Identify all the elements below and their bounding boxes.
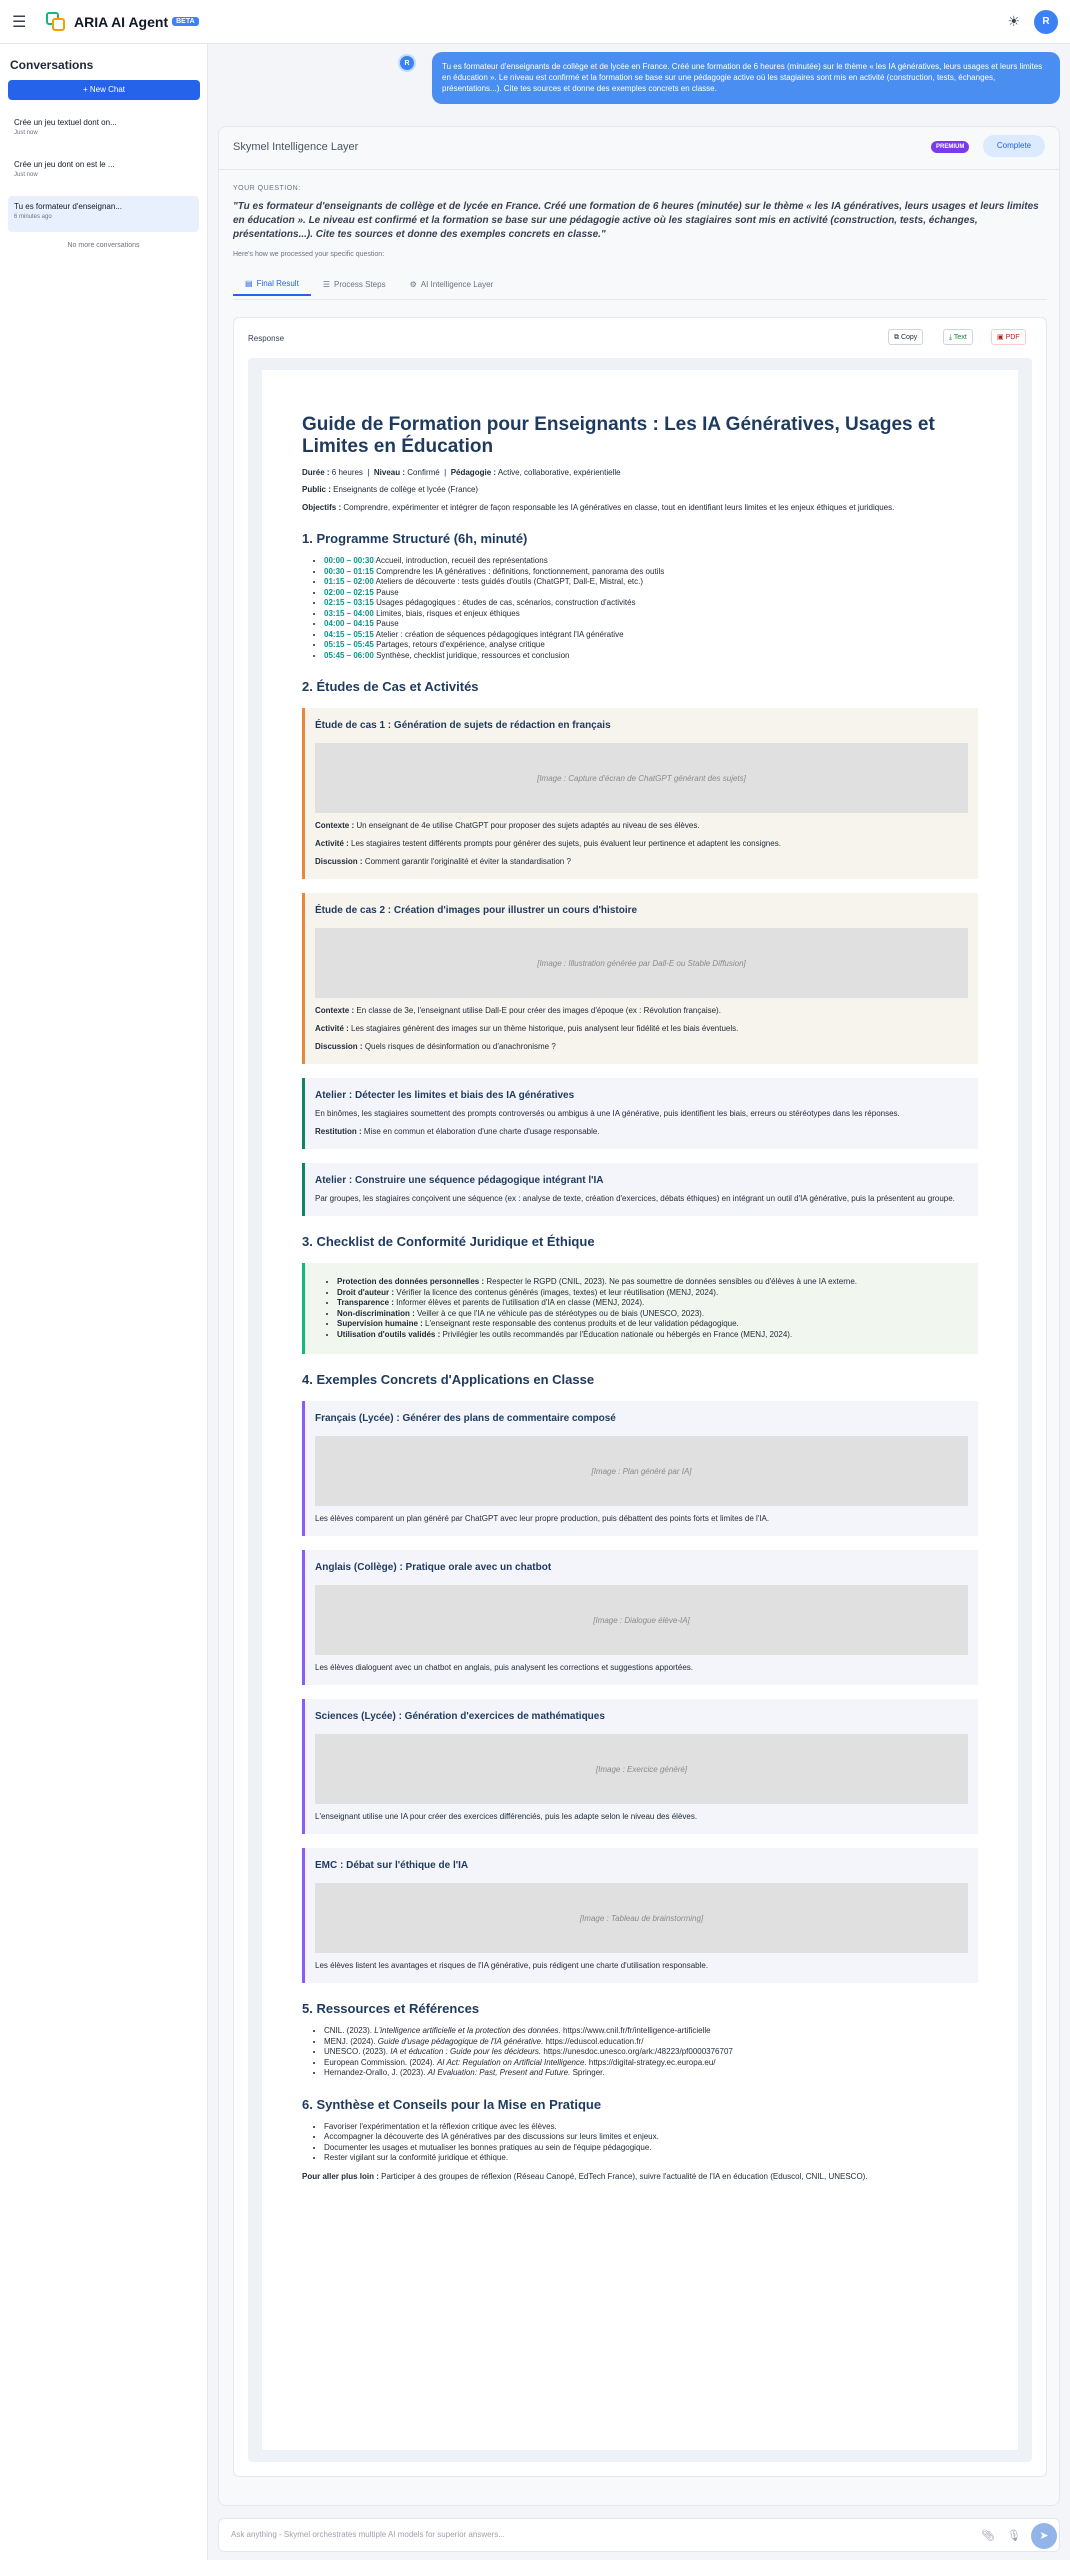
programme-item: • 01:15 – 02:00 Ateliers de découverte : tests guidés d'outils (ChatGPT, Dall-E, Mistral, etc.)	[324, 577, 978, 588]
text-download-button[interactable]: ⤓ Text	[943, 329, 973, 345]
programme-item: • 00:00 – 00:30 Accueil, introduction, recueil des représentations	[324, 556, 978, 567]
document	[262, 370, 1018, 2450]
section-heading: 4. Exemples Concrets d'Applications en Classe	[302, 1372, 595, 1387]
status-badge: Complete	[983, 135, 1045, 157]
checklist-item: • Transparence : Informer élèves et parents de l'utilisation d'IA en classe (MENJ, 2024).	[337, 1298, 968, 1309]
image-placeholder: [Image : Plan généré par IA]	[315, 1436, 968, 1506]
programme-item: • 05:45 – 06:00 Synthèse, checklist juridique, ressources et conclusion	[324, 651, 978, 662]
example-card: Français (Lycée) : Générer des plans de commentaire composé [Image : Plan généré par IA] Les élèves comparent un plan généré par ChatGPT avec leur propre production, puis débattent des points forts et limites de l'IA.	[302, 1401, 978, 1536]
image-placeholder: [Image : Exercice généré]	[315, 1734, 968, 1804]
response-label: Response	[248, 334, 285, 343]
programme-item: • 02:00 – 02:15 Pause	[324, 588, 978, 599]
reference-item: • CNIL. (2023). L'intelligence artificielle et la protection des données. https://www.cnil.fr/fr/intelligence-artificielle	[324, 2026, 978, 2037]
card-title: Atelier : Construire une séquence pédagogique intégrant l'IA	[315, 1175, 604, 1186]
references-list	[302, 2026, 978, 2079]
download-icon: ⤓	[949, 334, 954, 341]
sidebar-title: Conversations	[10, 58, 94, 72]
example-card: Anglais (Collège) : Pratique orale avec un chatbot [Image : Dialogue élève-IA] Les élèves dialoguent avec un chatbot en anglais, puis analysent les corrections et suggestions apportées.	[302, 1550, 978, 1685]
conversation-time: 6 minutes ago	[14, 214, 52, 220]
example-card: EMC : Débat sur l'éthique de l'IA [Image : Tableau de brainstorming] Les élèves listent les avantages et risques de l'IA générative, puis rédigent une charte d'utilisation responsable.	[302, 1848, 978, 1983]
example-card: Sciences (Lycée) : Génération d'exercices de mathématiques [Image : Exercice généré] L'enseignant utilise une IA pour créer des exercices différenciés, puis les adapte selon le niveau des élèves.	[302, 1699, 978, 1834]
pdf-download-button[interactable]: ▣ PDF	[991, 329, 1026, 345]
conversation-item[interactable]	[8, 154, 199, 190]
sidebar	[0, 44, 208, 2560]
section-heading: 6. Synthèse et Conseils pour la Mise en Pratique	[302, 2096, 602, 2112]
pdf-icon: ▣	[997, 334, 1006, 341]
reference-item: • Hernandez-Orallo, J. (2023). AI Evaluation: Past, Present and Future. Springer.	[324, 2068, 978, 2079]
question-text: "Tu es formateur d'enseignants de collège et de lycée en France. Créé une formation de 6 heures (minutée) sur le thème « les IA génératives, leurs usages et leurs limites en éducation ». Le niveau est confirmé et la formation se base sur une pédagogie active où les stagiaires sont mis en activité (construction, tests, échanges, présentations...). Cite tes sources et donne des exemples concrets en classe."	[233, 201, 1039, 240]
image-placeholder: [Image : Dialogue élève-IA]	[315, 1585, 968, 1655]
programme-item: • 04:15 – 05:15 Atelier : création de séquences pédagogiques intégrant l'IA générative	[324, 630, 978, 641]
programme-item: • 03:15 – 04:00 Limites, biais, risques et enjeux éthiques	[324, 609, 978, 620]
reference-item: • UNESCO. (2023). IA et éducation : Guide pour les décideurs. https://unesdoc.unesco.org/ark:/48223/pf0000376707	[324, 2047, 978, 2058]
list-icon: ☰	[322, 280, 330, 289]
doc-objectives: Objectifs : Comprendre, expérimenter et intégrer de façon responsable les IA génératives en classe, tout en identifiant leurs limites et les enjeux éthiques et juridiques.	[302, 503, 895, 512]
user-avatar[interactable]: R	[1034, 10, 1058, 34]
doc-title: Guide de Formation pour Enseignants : Les IA Génératives, Usages et Limites en Éducation	[302, 414, 935, 457]
section-heading: 5. Ressources et Références	[302, 2001, 480, 2016]
tab-final-result[interactable]: ▤ Final Result	[233, 273, 311, 296]
programme-item: • 00:30 – 01:15 Comprendre les IA génératives : définitions, fonctionnement, panorama des outils	[324, 567, 978, 578]
copy-button[interactable]: ⧉ Copy	[888, 329, 923, 345]
top-bar	[0, 0, 1070, 44]
network-icon: ⚙	[409, 280, 417, 289]
mic-icon[interactable]: 🎙︎	[1007, 2530, 1021, 2542]
document-icon: ▤	[245, 279, 253, 288]
advice-item: • Documenter les usages et mutualiser les bonnes pratiques au sein de l'équipe pédagogique.	[324, 2143, 978, 2154]
chat-input-bar[interactable]	[218, 2518, 1060, 2552]
tab-process-steps[interactable]: ☰ Process Steps	[322, 280, 386, 289]
reference-item: • MENJ. (2024). Guide d'usage pédagogique de l'IA générative. https://eduscol.education.fr/	[324, 2037, 978, 2048]
programme-item: • 04:00 – 04:15 Pause	[324, 619, 978, 630]
tab-ai-intelligence-layer[interactable]: ⚙ AI Intelligence Layer	[409, 280, 494, 289]
process-note: Here's how we processed your specific question:	[233, 251, 385, 258]
section-heading: 2. Études de Cas et Activités	[302, 679, 479, 694]
conversation-title: Tu es formateur d'enseignan...	[14, 202, 122, 211]
workshop-card: Atelier : Détecter les limites et biais des IA génératives En binômes, les stagiaires soumettent des prompts controversés ou ambigus à une IA générative, puis identifient les biais, erreurs ou stéréotypes dans les réponses. Restitution : Mise en commun et élaboration d'une charte d'usage responsable.	[302, 1078, 978, 1149]
conversation-item-active[interactable]	[8, 196, 199, 232]
question-label: YOUR QUESTION:	[233, 185, 301, 192]
panel-title: Skymel Intelligence Layer	[233, 141, 359, 153]
card-title: Français (Lycée) : Générer des plans de commentaire composé	[315, 1413, 616, 1424]
checklist-item: • Non-discrimination : Veiller à ce que l'IA ne véhicule pas de stéréotypes ou de biais (UNESCO, 2023).	[337, 1309, 968, 1320]
advice-item: • Favoriser l'expérimentation et la réflexion critique avec les élèves.	[324, 2122, 978, 2133]
conversation-time: Just now	[14, 130, 38, 136]
checklist-item: • Utilisation d'outils validés : Privilégier les outils recommandés par l'Éducation nationale ou hébergés en France (MENJ, 2024).	[337, 1330, 968, 1341]
programme-item: • 02:15 – 03:15 Usages pédagogiques : études de cas, scénarios, construction d'activités	[324, 598, 978, 609]
checklist-card	[302, 1263, 978, 1354]
menu-icon[interactable]: ☰	[12, 13, 27, 31]
attach-icon[interactable]: 📎︎	[981, 2530, 995, 2542]
user-message-avatar: R	[398, 54, 416, 72]
conversation-title: Crée un jeu dont on est le ...	[14, 160, 115, 169]
checklist-item: • Droit d'auteur : Vérifier la licence des contenus générés (images, textes) et leur réutilisation (MENJ, 2024).	[337, 1288, 968, 1299]
further-reading: Pour aller plus loin : Participer à des groupes de réflexion (Réseau Canopé, EdTech France), suivre l'actualité de l'IA en éducation (Eduscol, CNIL, UNESCO).	[302, 2171, 868, 2181]
user-message: Tu es formateur d'enseignants de collège et de lycée en France. Créé une formation de 6 heures (minutée) sur le thème « les IA génératives, leurs usages et leurs limites en éducation ». Le niveau est confirmé et la formation se base sur une pédagogie active où les stagiaires sont mis en activité (construction, tests, échanges, présentations...). Cite tes sources et donne des exemples concrets en classe.	[432, 52, 1060, 104]
programme-item: • 05:15 – 05:45 Partages, retours d'expérience, analyse critique	[324, 640, 978, 651]
copy-icon: ⧉	[894, 334, 901, 341]
image-placeholder: [Image : Tableau de brainstorming]	[315, 1883, 968, 1953]
image-placeholder: [Image : Illustration générée par Dall-E ou Stable Diffusion]	[315, 928, 968, 998]
card-title: EMC : Débat sur l'éthique de l'IA	[315, 1860, 469, 1871]
conversation-title: Crée un jeu textuel dont on...	[14, 118, 117, 127]
card-title: Étude de cas 1 : Génération de sujets de rédaction en français	[315, 720, 611, 731]
image-placeholder: [Image : Capture d'écran de ChatGPT générant des sujets]	[315, 743, 968, 813]
section-heading: 1. Programme Structuré (6h, minuté)	[302, 531, 528, 546]
chat-input[interactable]: Ask anything - Skymel orchestrates multiple AI models for superior answers...	[231, 2530, 505, 2539]
advice-item: • Accompagner la découverte des IA génératives par des discussions sur leurs limites et enjeux.	[324, 2132, 978, 2143]
case-study-card: Étude de cas 1 : Génération de sujets de rédaction en français [Image : Capture d'écran de ChatGPT générant des sujets] Contexte : Un enseignant de 4e utilise ChatGPT pour proposer des sujets adaptés au niveau de ses élèves. Activité : Les stagiaires testent différents prompts pour générer des sujets, puis évaluent leur pertinence et adaptent les consignes. Discussion : Comment garantir l'originalité et éviter la standardisation ?	[302, 708, 978, 879]
card-title: Anglais (Collège) : Pratique orale avec un chatbot	[315, 1562, 552, 1573]
workshop-card: Atelier : Construire une séquence pédagogique intégrant l'IA Par groupes, les stagiaires conçoivent une séquence (ex : analyse de texte, création d'exercices, débats éthiques) en intégrant un outil d'IA générative, puis la présentent au groupe.	[302, 1163, 978, 1216]
card-title: Atelier : Détecter les limites et biais des IA génératives	[315, 1090, 575, 1101]
send-icon: ➤	[1039, 2530, 1049, 2542]
case-study-card: Étude de cas 2 : Création d'images pour illustrer un cours d'histoire [Image : Illustration générée par Dall-E ou Stable Diffusion] Contexte : En classe de 3e, l'enseignant utilise Dall-E pour créer des images d'époque (ex : Révolution française). Activité : Les stagiaires génèrent des images sur un thème historique, puis analysent leur fidélité et les biais éventuels. Discussion : Quels risques de désinformation ou d'anachronisme ?	[302, 893, 978, 1064]
checklist-item: • Supervision humaine : L'enseignant reste responsable des contenus produits et de leur validation pédagogique.	[337, 1319, 968, 1330]
advice-list	[302, 2122, 978, 2164]
app-logo	[46, 12, 66, 32]
doc-meta: Durée : 6 heures | Niveau : Confirmé | Pédagogie : Active, collaborative, expérientielle	[302, 468, 621, 477]
result-panel	[218, 126, 1060, 2506]
conversation-item[interactable]	[8, 112, 199, 148]
new-chat-button[interactable]: + New Chat	[8, 80, 200, 100]
response-card	[233, 317, 1047, 2477]
card-title: Sciences (Lycée) : Génération d'exercices de mathématiques	[315, 1711, 605, 1722]
programme-list	[302, 556, 978, 661]
section-heading: 3. Checklist de Conformité Juridique et Éthique	[302, 1234, 595, 1249]
card-title: Étude de cas 2 : Création d'images pour illustrer un cours d'histoire	[315, 905, 638, 916]
no-more-conversations: No more conversations	[67, 242, 140, 249]
premium-badge: PREMIUM	[931, 141, 969, 153]
sun-icon[interactable]: ☀	[1007, 13, 1020, 29]
send-button[interactable]	[1031, 2523, 1057, 2549]
app-title: ARIA AI Agent	[74, 13, 169, 30]
tab-bar	[233, 273, 505, 296]
beta-badge: BETA	[172, 17, 199, 26]
reference-item: • European Commission. (2024). AI Act: Regulation on Artificial Intelligence. https://digital-strategy.ec.europa.eu/	[324, 2058, 978, 2069]
checklist-item: • Protection des données personnelles : Respecter le RGPD (CNIL, 2023). Ne pas soumettre de données sensibles ou d'élèves à une IA externe.	[337, 1277, 968, 1288]
advice-item: • Rester vigilant sur la conformité juridique et éthique.	[324, 2153, 978, 2164]
doc-public: Public : Enseignants de collège et lycée (France)	[302, 485, 479, 494]
conversation-time: Just now	[14, 172, 38, 178]
